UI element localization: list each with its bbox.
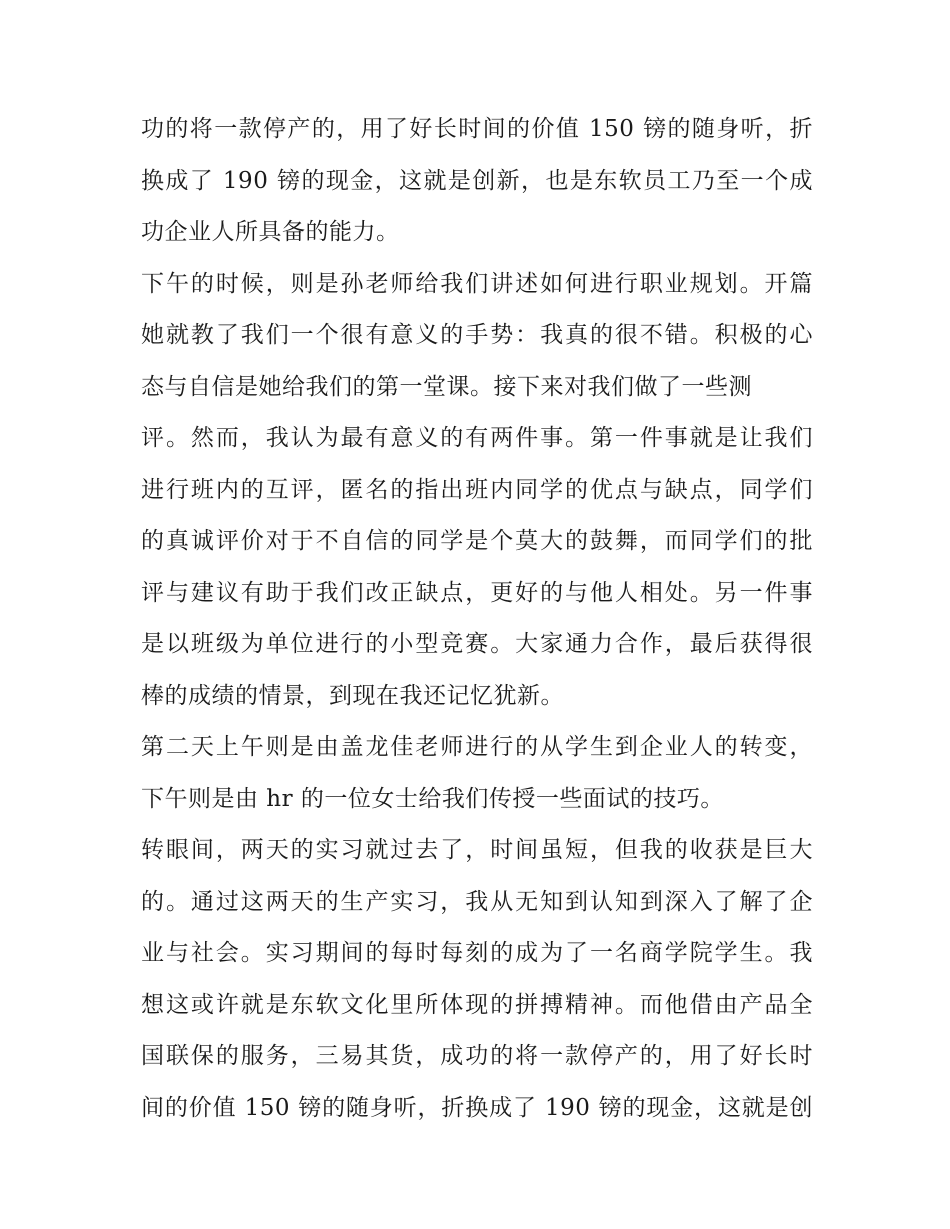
text-line: 的真诚评价对于不自信的同学是个莫大的鼓舞，而同学们的批: [141, 528, 813, 554]
text-line: 业与社会。实习期间的每时每刻的成为了一名商学院学生。我: [141, 940, 813, 966]
text-line: 转眼间，两天的实习就过去了，时间虽短，但我的收获是巨大: [141, 837, 813, 863]
text-line: 的。通过这两天的生产实习，我从无知到认知到深入了解了企: [141, 888, 813, 915]
text-line: 换成了 190 镑的现金，这就是创新，也是东软员工乃至一个成: [141, 167, 813, 194]
text-line: 功企业人所具备的能力。: [141, 219, 400, 245]
text-line: 第二天上午则是由盖龙佳老师进行的从学生到企业人的转变，: [141, 734, 813, 760]
text-line: 评与建议有助于我们改正缺点，更好的与他人相处。另一件事: [141, 579, 813, 606]
text-line: 态与自信是她给我们的第一堂课。接下来对我们做了一些测: [141, 373, 752, 400]
text-line: 进行班内的互评，匿名的指出班内同学的优点与缺点，同学们: [141, 476, 813, 503]
text-line: 下午则是由 hr 的一位女士给我们传授一些面试的技巧。: [141, 785, 724, 812]
text-line: 间的价值 150 镑的随身听，折换成了 190 镑的现金，这就是创: [141, 1094, 813, 1121]
text-line: 功的将一款停产的，用了好长时间的价值 150 镑的随身听，折: [141, 116, 813, 142]
text-line: 国联保的服务，三易其货，成功的将一款停产的，用了好长时: [141, 1043, 813, 1069]
document-body: [141, 109, 813, 1139]
text-line: 评。然而，我认为最有意义的有两件事。第一件事就是让我们: [141, 425, 813, 451]
text-line: 她就教了我们一个很有意义的手势：我真的很不错。积极的心: [141, 322, 813, 348]
text-line: 下午的时候，则是孙老师给我们讲述如何进行职业规划。开篇: [141, 270, 813, 297]
text-line: 是以班级为单位进行的小型竞赛。大家通力合作，最后获得很: [141, 631, 813, 657]
text-line: 棒的成绩的情景，到现在我还记忆犹新。: [141, 682, 564, 709]
text-line: 想这或许就是东软文化里所体现的拼搏精神。而他借由产品全: [141, 991, 813, 1018]
